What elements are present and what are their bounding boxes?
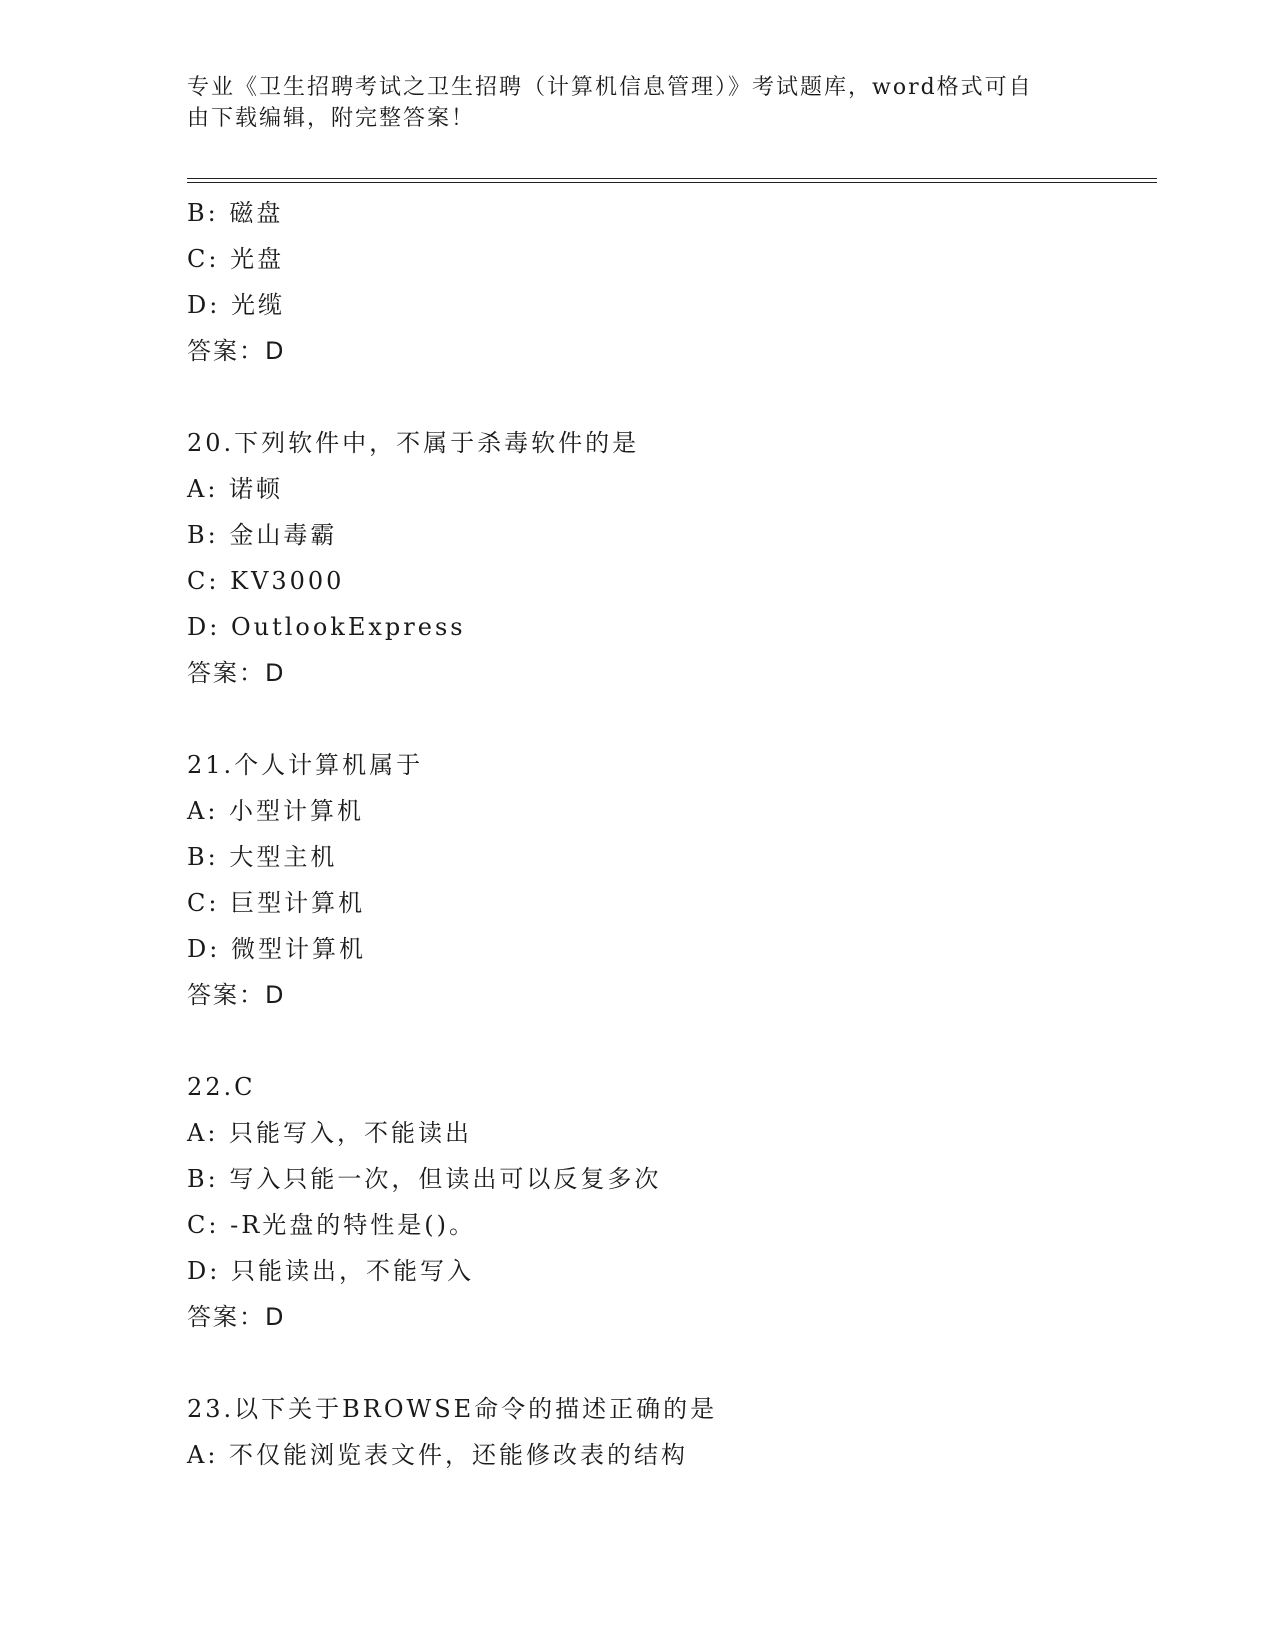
option-d: D: 微型计算机 xyxy=(187,935,366,963)
answer-line: 答案：D xyxy=(187,659,286,687)
option-c: C: 光盘 xyxy=(187,245,285,273)
option-c: C: KV3000 xyxy=(187,567,345,595)
answer-line: 答案：D xyxy=(187,1303,286,1331)
option-d: D: 只能读出，不能写入 xyxy=(187,1257,474,1285)
option-a: A: 只能写入，不能读出 xyxy=(187,1119,473,1147)
answer-line: 答案：D xyxy=(187,337,286,365)
question-block-21 xyxy=(187,742,1157,1018)
option-c: C: 巨型计算机 xyxy=(187,889,366,917)
option-b: B: 写入只能一次，但读出可以反复多次 xyxy=(187,1165,662,1193)
question-block-20 xyxy=(187,420,1157,696)
question-list xyxy=(187,190,1157,1478)
question-block-partial xyxy=(187,190,1157,374)
document-page xyxy=(187,0,1157,1650)
question-block-22 xyxy=(187,1064,1157,1340)
question-stem: 20.下列软件中，不属于杀毒软件的是 xyxy=(187,429,640,457)
question-stem: 22.C xyxy=(187,1073,256,1101)
header-line-1: 专业《卫生招聘考试之卫生招聘（计算机信息管理）》考试题库，word格式可自 xyxy=(187,75,1033,100)
option-d: D: 光缆 xyxy=(187,291,285,319)
option-a: A: 小型计算机 xyxy=(187,797,365,825)
question-block-23 xyxy=(187,1386,1157,1478)
option-b: B: 磁盘 xyxy=(187,199,284,227)
document-header xyxy=(187,72,1067,134)
option-b: B: 金山毒霸 xyxy=(187,521,338,549)
option-b: B: 大型主机 xyxy=(187,843,338,871)
option-a: A: 诺顿 xyxy=(187,475,284,503)
answer-line: 答案：D xyxy=(187,981,286,1009)
option-d: D: OutlookExpress xyxy=(187,613,466,641)
header-line-2: 由下载编辑，附完整答案！ xyxy=(187,106,476,131)
question-stem: 23.以下关于BROWSE命令的描述正确的是 xyxy=(187,1395,718,1423)
option-a: A: 不仅能浏览表文件，还能修改表的结构 xyxy=(187,1441,689,1469)
option-c: C: -R光盘的特性是()。 xyxy=(187,1211,476,1239)
header-divider xyxy=(187,178,1157,183)
question-stem: 21.个人计算机属于 xyxy=(187,751,424,779)
